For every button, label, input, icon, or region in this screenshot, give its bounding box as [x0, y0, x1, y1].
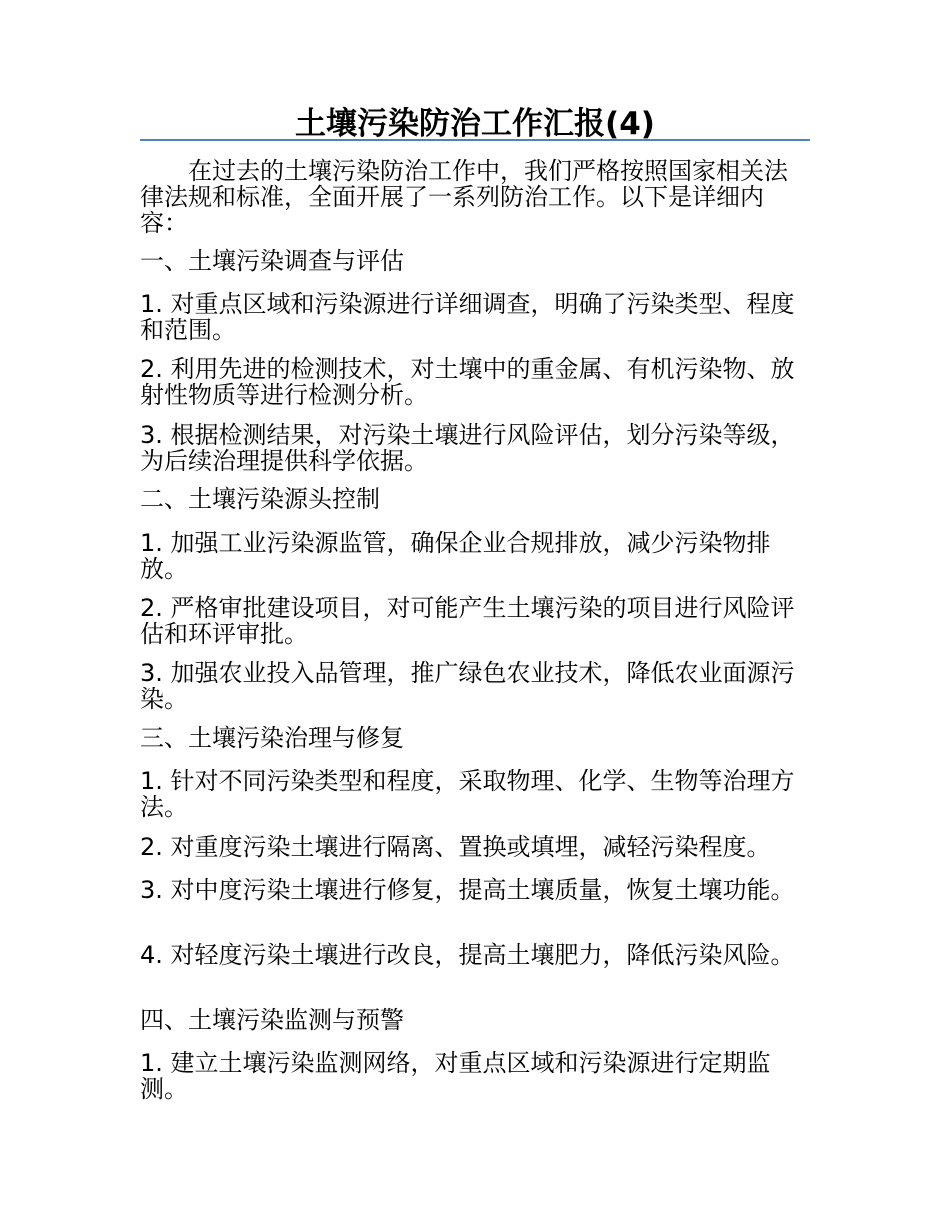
section-heading-2: 二、土壤污染源头控制: [140, 485, 380, 513]
list-item: 3. 根据检测结果，对污染土壤进行风险评估，划分污染等级，为后续治理提供科学依据。: [140, 421, 795, 475]
section-heading-3: 三、土壤污染治理与修复: [140, 724, 404, 752]
list-item: 4. 对轻度污染土壤进行改良，提高土壤肥力，降低污染风险。: [140, 941, 795, 969]
list-item: 2. 对重度污染土壤进行隔离、置换或填埋，减轻污染程度。: [140, 833, 771, 861]
title-underline: [140, 139, 810, 141]
document-title: 土壤污染防治工作汇报(4): [295, 106, 655, 142]
list-item: 2. 利用先进的检测技术，对土壤中的重金属、有机污染物、放射性物质等进行检测分析。: [140, 355, 795, 409]
list-item: 1. 建立土壤污染监测网络，对重点区域和污染源进行定期监测。: [140, 1049, 771, 1103]
list-item: 1. 对重点区域和污染源进行详细调查，明确了污染类型、程度和范围。: [140, 290, 795, 344]
section-heading-4: 四、土壤污染监测与预警: [140, 1006, 404, 1034]
list-item: 3. 加强农业投入品管理，推广绿色农业技术，降低农业面源污染。: [140, 659, 795, 713]
section-heading-1: 一、土壤污染调查与评估: [140, 247, 404, 275]
intro-paragraph: 在过去的土壤污染防治工作中，我们严格按照国家相关法律法规和标准，全面开展了一系列防治工作。以下是详细内容：: [140, 157, 788, 237]
list-item: 2. 严格审批建设项目，对可能产生土壤污染的项目进行风险评估和环评审批。: [140, 594, 795, 648]
list-item: 1. 加强工业污染源监管，确保企业合规排放，减少污染物排放。: [140, 529, 771, 583]
list-item: 1. 针对不同污染类型和程度，采取物理、化学、生物等治理方法。: [140, 767, 795, 821]
list-item: 3. 对中度污染土壤进行修复，提高土壤质量，恢复土壤功能。: [140, 876, 795, 904]
